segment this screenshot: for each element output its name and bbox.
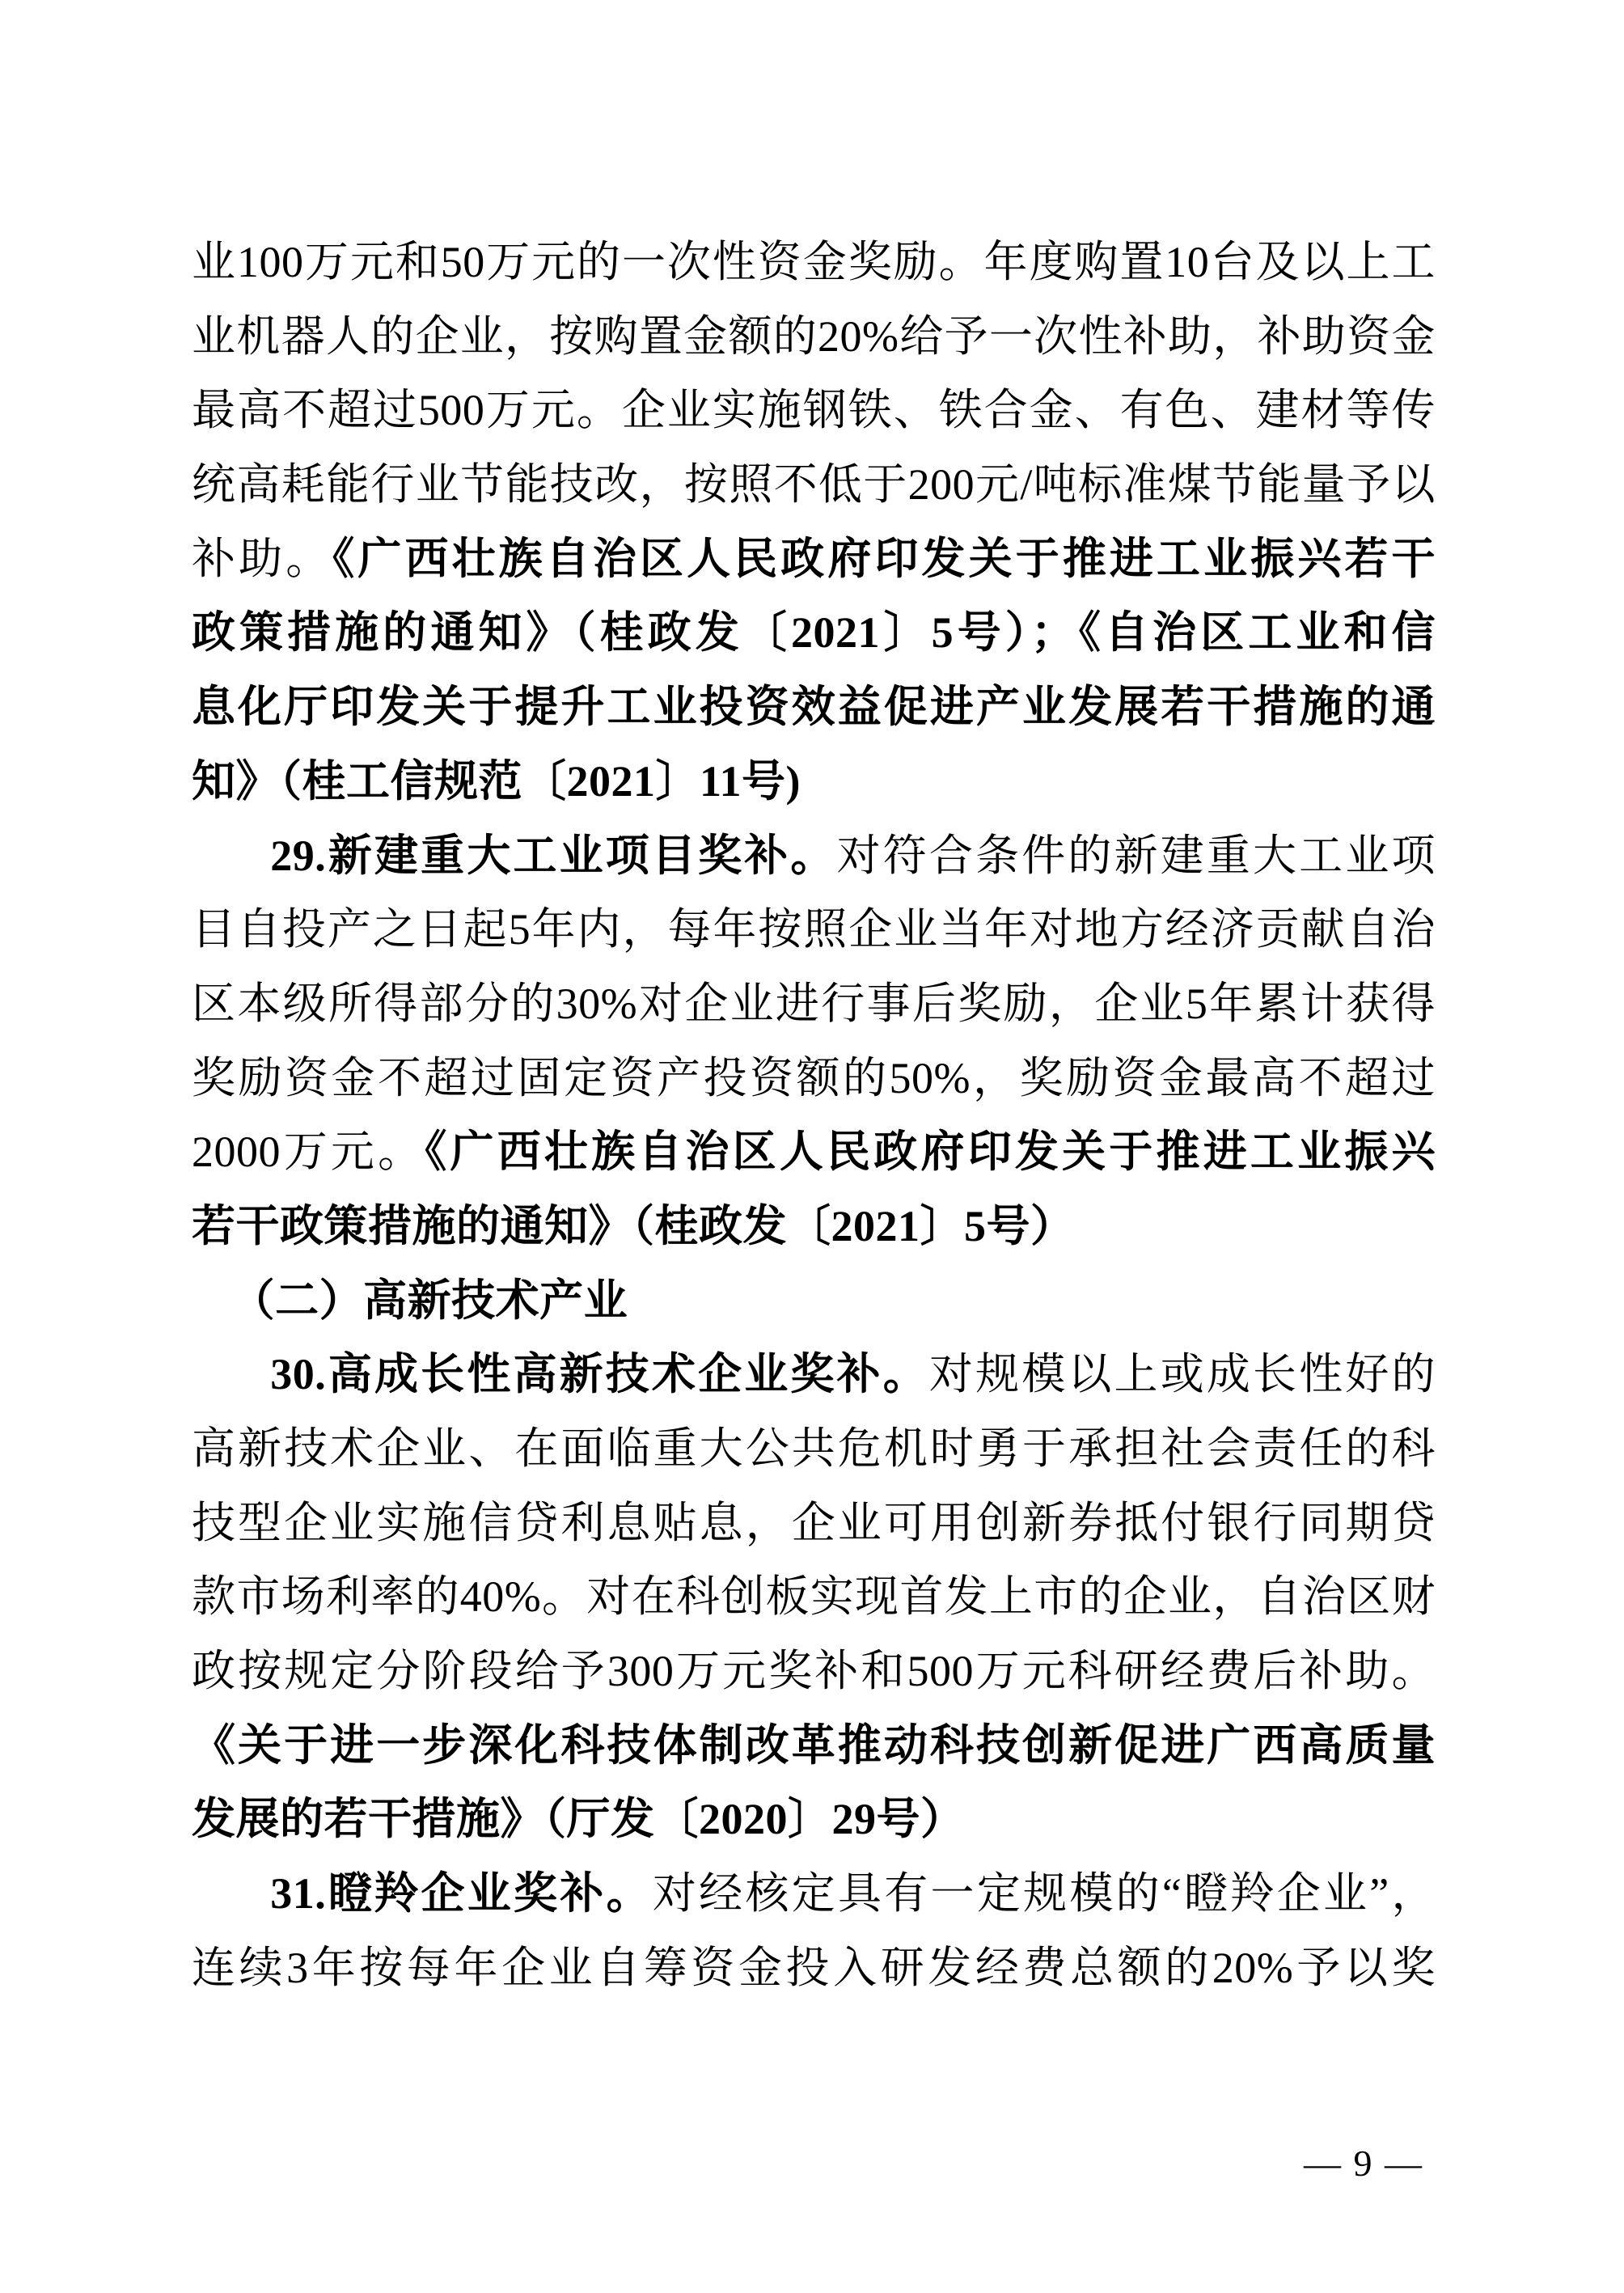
text-line xyxy=(192,522,1436,597)
text-line xyxy=(192,596,1436,671)
body-text: 高新技术企业、在面临重大公共危机时勇于承担社会责任的科 xyxy=(192,1424,1436,1473)
body-text: 业机器人的企业，按购置金额的20%给予一次性补助，补助资金 xyxy=(192,311,1436,361)
text-line xyxy=(192,1487,1436,1561)
emphasized-text: 息化厅印发关于提升工业投资效益促进产业发展若干措施的通 xyxy=(192,683,1436,732)
text-line xyxy=(192,1709,1436,1783)
text-line xyxy=(192,1190,1436,1264)
body-text: 对符合条件的新建重大工业项 xyxy=(836,831,1436,880)
body-text: 区本级所得部分的30%对企业进行事后奖励，企业5年累计获得 xyxy=(192,979,1436,1028)
text-line xyxy=(192,819,1436,894)
body-text: 款市场利率的40%。对在科创板实现首发上市的企业，自治区财 xyxy=(192,1572,1436,1622)
body-text: 最高不超过500万元。企业实施钢铁、铁合金、有色、建材等传 xyxy=(192,386,1436,435)
text-line xyxy=(192,1264,1436,1339)
body-text: 奖励资金不超过固定资产投资额的50%，奖励资金最高不超过 xyxy=(192,1053,1436,1102)
emphasized-text: 《广西壮族自治区人民政府印发关于推进工业振兴 xyxy=(425,1127,1436,1177)
text-line xyxy=(192,745,1436,819)
body-text: 2000万元。 xyxy=(192,1127,425,1177)
body-text: 技型企业实施信贷利息贴息，企业可用创新券抵付银行同期贷 xyxy=(192,1498,1436,1547)
emphasized-text: 《关于进一步深化科技体制改革推动科技创新促进广西高质量 xyxy=(192,1720,1436,1770)
body-text: 对规模以上或成长性好的 xyxy=(928,1350,1436,1399)
body-text: 连续3年按每年企业自筹资金投入研发经费总额的20%予以奖 xyxy=(192,1943,1436,1992)
emphasized-text: 29.新建重大工业项目奖补。 xyxy=(270,831,837,880)
text-block xyxy=(192,226,1436,2006)
text-line xyxy=(192,1042,1436,1116)
text-line xyxy=(192,300,1436,374)
text-line xyxy=(192,226,1436,300)
emphasized-text: 《广西壮族自治区人民政府印发关于推进工业振兴若干 xyxy=(332,534,1436,583)
emphasized-text: 发展的若干措施》（厅发〔2020〕29号） xyxy=(192,1795,965,1844)
body-text: 统高耗能行业节能技改，按照不低于200元/吨标准煤节能量予以 xyxy=(192,460,1436,510)
text-line xyxy=(192,1338,1436,1412)
body-text: 对经核定具有一定规模的“瞪羚企业”， xyxy=(652,1869,1436,1919)
emphasized-text: 31.瞪羚企业奖补。 xyxy=(270,1869,653,1919)
emphasized-text: 政策措施的通知》（桂政发〔2021〕5号）；《自治区工业和信 xyxy=(192,608,1436,658)
body-text: 政按规定分阶段给予300万元奖补和500万元科研经费后补助。 xyxy=(192,1647,1436,1696)
body-text: 补助。 xyxy=(192,534,333,583)
text-line xyxy=(192,967,1436,1042)
emphasized-text: 若干政策措施的通知》（桂政发〔2021〕5号） xyxy=(192,1201,1075,1250)
text-line xyxy=(192,374,1436,448)
body-text: 目自投产之日起5年内，每年按照企业当年对地方经济贡献自治 xyxy=(192,905,1436,954)
body-text: 业100万元和50万元的一次性资金奖励。年度购置10台及以上工 xyxy=(192,238,1436,286)
page-number: — 9 — xyxy=(1304,2143,1423,2184)
text-line xyxy=(192,1783,1436,1857)
text-line xyxy=(192,1560,1436,1635)
text-line xyxy=(192,448,1436,522)
text-line xyxy=(192,1635,1436,1709)
text-line xyxy=(192,1412,1436,1487)
text-line xyxy=(192,1857,1436,1931)
text-line xyxy=(192,1115,1436,1190)
text-line xyxy=(192,893,1436,967)
emphasized-text: 30.高成长性高新技术企业奖补。 xyxy=(270,1350,929,1399)
text-line xyxy=(192,1931,1436,2006)
emphasized-text: 知》（桂工信规范〔2021〕11号) xyxy=(192,756,801,806)
text-line xyxy=(192,671,1436,745)
emphasized-text: （二）高新技术产业 xyxy=(230,1276,628,1325)
